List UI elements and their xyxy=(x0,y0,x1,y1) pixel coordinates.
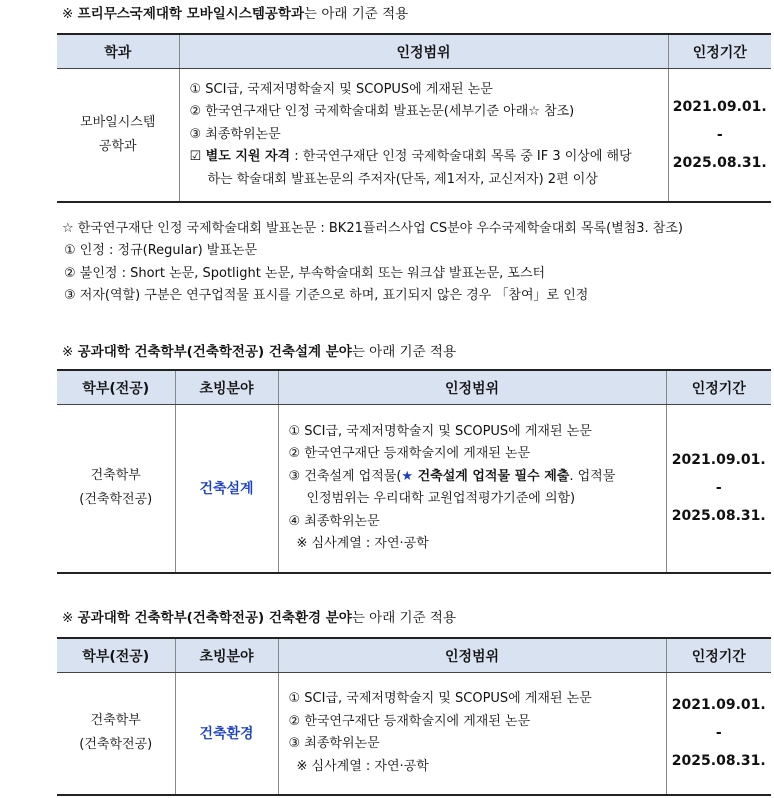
scope-item: ② 한국연구재단 등재학술지에 게재된 논문 xyxy=(288,713,531,729)
table-header-row xyxy=(57,638,771,673)
scope-cell xyxy=(278,405,666,573)
scope-note: ※ 심사계열 : 자연·공학 xyxy=(296,758,429,774)
section2-table xyxy=(57,369,771,574)
heading-bold: 공과대학 건축학부(건축학전공) 건축설계 분야 xyxy=(77,344,352,360)
period-dash: - xyxy=(715,480,722,497)
period-start: 2021.09.01. xyxy=(672,98,767,115)
period-dash: - xyxy=(715,725,722,742)
period-cell xyxy=(666,673,771,795)
heading-rest: 는 아래 기준 적용 xyxy=(351,610,456,626)
scope-item: ① SCI급, 국제저명학술지 및 SCOPUS에 게재된 논문 xyxy=(288,423,592,439)
header-scope: 인정범위 xyxy=(278,370,666,405)
period-cell xyxy=(668,69,771,202)
heading-rest: 는 아래 기준 적용 xyxy=(351,344,456,360)
period-start: 2021.09.01. xyxy=(671,697,766,714)
scope-item: ③ 최종학위논문 xyxy=(189,126,281,142)
extra-rest: : 한국연구재단 인정 국제학술대회 목록 중 IF 3 이상에 해당 xyxy=(290,149,632,164)
scope-item-cont: 인정범위는 우리대학 교원업적평가기준에 의함) xyxy=(306,491,576,507)
star-icon: ★ xyxy=(401,468,414,484)
scope-item: ① SCI급, 국제저명학술지 및 SCOPUS에 게재된 논문 xyxy=(288,691,592,707)
field-cell: 건축환경 xyxy=(175,673,278,795)
header-dept: 학부(전공) xyxy=(57,638,175,673)
heading-mark: ※ xyxy=(62,344,74,360)
header-period: 인정기간 xyxy=(666,370,771,405)
period-cell xyxy=(666,405,771,573)
scope-item xyxy=(289,466,666,489)
scope-cell xyxy=(278,673,666,795)
dept-line: (건축학전공) xyxy=(79,492,153,508)
heading-rest: 는 아래 기준 적용 xyxy=(304,6,409,22)
dept-cell xyxy=(57,673,175,795)
scope-bold: 건축설계 업적물 필수 제출 xyxy=(413,468,570,484)
heading-mark: ※ xyxy=(62,6,74,22)
dept-line: 건축학부 xyxy=(90,468,141,484)
notes-list xyxy=(64,240,588,308)
dept-cell xyxy=(57,405,175,573)
period-end: 2025.08.31. xyxy=(671,508,766,525)
note-item: ③ 저자(역할) 구분은 연구업적물 표시를 기준으로 하며, 표기되지 않은 경우 「참여」로 인정 xyxy=(64,288,589,303)
table-header-row xyxy=(57,34,771,69)
section3-table xyxy=(57,637,771,796)
period-end: 2025.08.31. xyxy=(671,753,766,770)
scope-note: ※ 심사계열 : 자연·공학 xyxy=(296,536,429,552)
table-header-row xyxy=(57,370,771,405)
section2-heading xyxy=(62,340,456,360)
header-period: 인정기간 xyxy=(668,34,771,69)
scope-item: ② 한국연구재단 등재학술지에 게재된 논문 xyxy=(288,446,531,462)
header-dept: 학과 xyxy=(57,34,179,69)
heading-mark: ※ xyxy=(62,610,74,626)
header-scope: 인정범위 xyxy=(179,34,668,69)
note-item: ① 인정 : 정규(Regular) 발표논문 xyxy=(64,243,258,258)
heading-bold: 프리무스국제대학 모바일시스템공학과 xyxy=(77,6,305,22)
table-row xyxy=(57,673,771,795)
scope-item-cont: 하는 학술대회 발표논문의 주저자(단독, 제1저자, 교신저자) 2편 이상 xyxy=(207,171,598,187)
scope-text: . 업적물 xyxy=(569,468,616,484)
section1-heading xyxy=(62,2,408,22)
scope-item: ① SCI급, 국제저명학술지 및 SCOPUS에 게재된 논문 xyxy=(189,81,493,97)
field-cell: 건축설계 xyxy=(175,405,278,573)
period-end: 2025.08.31. xyxy=(672,154,767,171)
notes-title: ☆ 한국연구재단 인정 국제학술대회 발표논문 : BK21플러스사업 CS분야 우수국제학술대회 목록(별첨3. 참조) xyxy=(62,221,683,236)
dept-line: 공학과 xyxy=(98,138,137,154)
scope-item: ④ 최종학위논문 xyxy=(288,513,380,529)
table-row xyxy=(57,69,771,202)
dept-line: 건축학부 xyxy=(90,713,141,729)
note-item: ② 불인정 : Short 논문, Spotlight 논문, 부속학술대회 또는 워크샵 발표논문, 포스터 xyxy=(64,265,546,281)
scope-cell xyxy=(179,69,668,202)
header-scope: 인정범위 xyxy=(278,638,666,673)
period-dash: - xyxy=(716,126,723,143)
scope-item: ③ 최종학위논문 xyxy=(288,736,380,752)
header-period: 인정기간 xyxy=(666,638,771,673)
period-start: 2021.09.01. xyxy=(671,452,766,469)
header-field: 초빙분야 xyxy=(175,370,278,405)
scope-text: ③ 건축설계 업적물( xyxy=(288,468,402,484)
scope-item: ② 한국연구재단 인정 국제학술대회 발표논문(세부기준 아래☆ 참조) xyxy=(189,104,575,119)
extra-bold: ☑ 별도 지원 자격 xyxy=(189,149,291,164)
section1-table xyxy=(57,33,771,203)
header-dept: 학부(전공) xyxy=(57,370,175,405)
header-field: 초빙분야 xyxy=(175,638,278,673)
dept-line: 모바일시스템 xyxy=(80,114,156,130)
table-row xyxy=(57,405,771,573)
scope-item-extra xyxy=(190,146,668,169)
section3-heading xyxy=(62,606,456,626)
dept-line: (건축학전공) xyxy=(79,737,153,753)
heading-bold: 공과대학 건축학부(건축학전공) 건축환경 분야 xyxy=(77,610,352,626)
dept-cell xyxy=(57,69,179,202)
